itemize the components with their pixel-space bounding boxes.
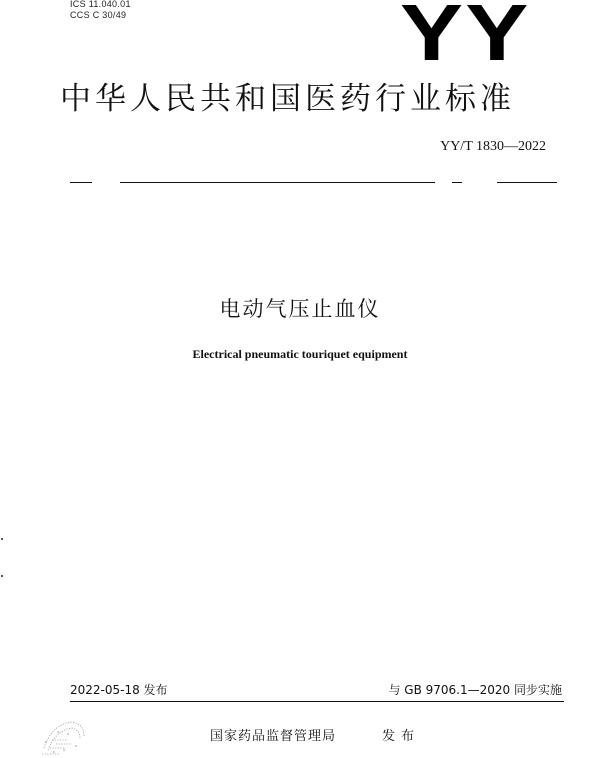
scan-speck <box>1 575 3 577</box>
page-subtitle-english: Electrical pneumatic touriquet equipment <box>192 347 408 361</box>
ccs-code: CCS C 30/49 <box>70 10 127 20</box>
issue-label: 发布 <box>382 729 421 744</box>
header-rule-left <box>70 182 92 183</box>
header-rule-dash <box>452 182 462 183</box>
footer-rule <box>70 701 564 702</box>
header-rule-main <box>120 182 435 183</box>
yy-logo: YY <box>400 0 531 77</box>
ics-code: ICS 11.040.01 <box>70 0 131 9</box>
release-date: 2022-05-18 发布 <box>70 683 168 697</box>
standard-category-heading: 中华人民共和国医药行业标准 <box>60 81 515 117</box>
issuing-authority: 国家药品监督管理局 <box>210 729 337 744</box>
page-title: 电动气压止血仪 <box>219 297 381 321</box>
scan-speck <box>1 538 3 540</box>
standard-number: YY/T 1830—2022 <box>440 139 546 154</box>
header-rule-right <box>497 182 557 183</box>
implementation-note: 与 GB 9706.1—2020 同步实施 <box>388 683 562 697</box>
seal-stamp-icon <box>38 718 88 758</box>
